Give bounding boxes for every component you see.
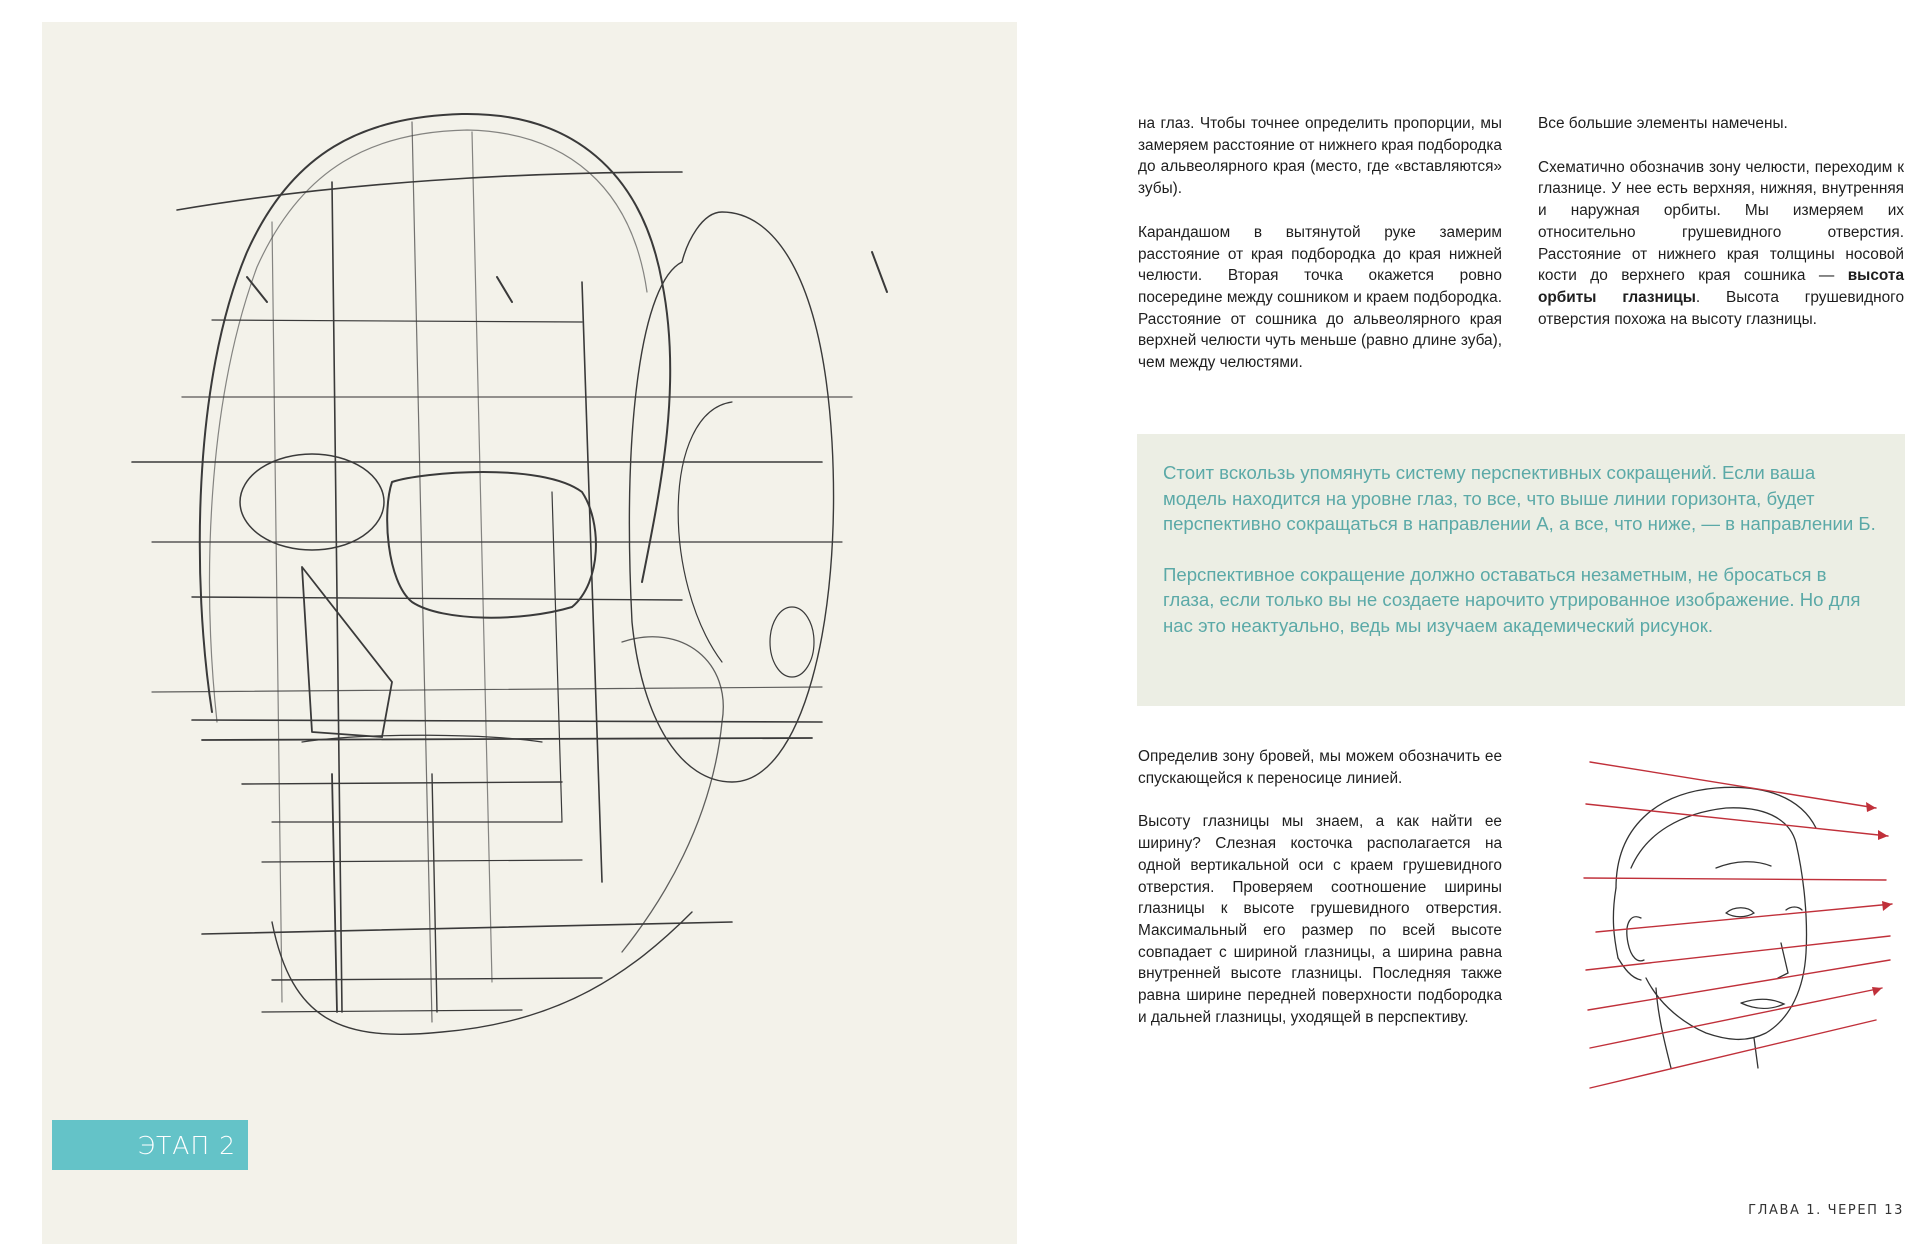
paragraph: Все большие элементы намечены. bbox=[1538, 115, 1788, 132]
paragraph: Определив зону бровей, мы можем обозначить ее спускающейся к переносице линией. bbox=[1138, 748, 1502, 787]
paragraph bbox=[1538, 157, 1904, 331]
paragraph: на глаз. Чтобы точнее определить пропорции, мы замеряем расстояние от нижнего края подбородка до альвеолярного края (место, где «вставляются» зубы). bbox=[1138, 115, 1502, 198]
face-perspective-illustration bbox=[1576, 748, 1906, 1093]
skull-sketch bbox=[42, 22, 1017, 1244]
page-footer: ГЛАВА 1. ЧЕРЕП 13 bbox=[1748, 1203, 1904, 1218]
callout-box bbox=[1137, 434, 1905, 706]
text-column-3 bbox=[1138, 746, 1502, 1050]
text-column-2 bbox=[1538, 113, 1904, 352]
paragraph: Высоту глазницы мы знаем, а как найти ее ширину? Слезная косточка располагается на одной вертикальной оси с краем грушевидного отверстия. Проверяем соотношение ширины глазницы к высоте грушевидного отверстия. Максимальный его размер по всей высоте совпадает с шириной глазницы, а ширина равна внутренней высоте глазницы. Последняя также равна ширине передней поверхности подбородка и дальней глазницы, уходящей в перспективу. bbox=[1138, 813, 1502, 1026]
text-span: . Высота грушевидного отверстия похожа на высоту глазницы. bbox=[1538, 288, 1904, 328]
stage-label: ЭТАП 2 bbox=[52, 1120, 248, 1170]
callout-paragraph: Перспективное сокращение должно оставаться незаметным, не бросаться в глаза, если только вы не создаете нарочито утрированное изображение. Но для нас это неактуально, ведь мы изучаем академический рисунок. bbox=[1163, 563, 1861, 636]
text-column-1 bbox=[1138, 113, 1502, 396]
sketch-illustration bbox=[42, 22, 1017, 1244]
callout-paragraph: Стоит вскользь упомянуть систему перспективных сокращений. Если ваша модель находится на уровне глаз, то все, что выше линии горизонта, будет перспективно сокращаться в направлении А, а все, что ниже, — в направлении Б. bbox=[1163, 462, 1876, 534]
text-span: Схематично обозначив зону челюсти, переходим к глазнице. У нее есть верхняя, нижняя, внутренняя и наружная орбиты. Мы измеряем их относительно грушевидного отверстия. Расстояние от нижнего края толщины носовой кости до верхнего края сошника — bbox=[1538, 158, 1904, 285]
paragraph: Карандашом в вытянутой руке замерим расстояние от края подбородка до края нижней челюсти. Вторая точка окажется ровно посередине между сошником и краем подбородка. Расстояние от сошника до альвеолярного края верхней челюсти чуть меньше (равно длине зуба), чем между челюстями. bbox=[1138, 223, 1502, 372]
bold-term: высота орбиты глазницы bbox=[1538, 267, 1904, 306]
